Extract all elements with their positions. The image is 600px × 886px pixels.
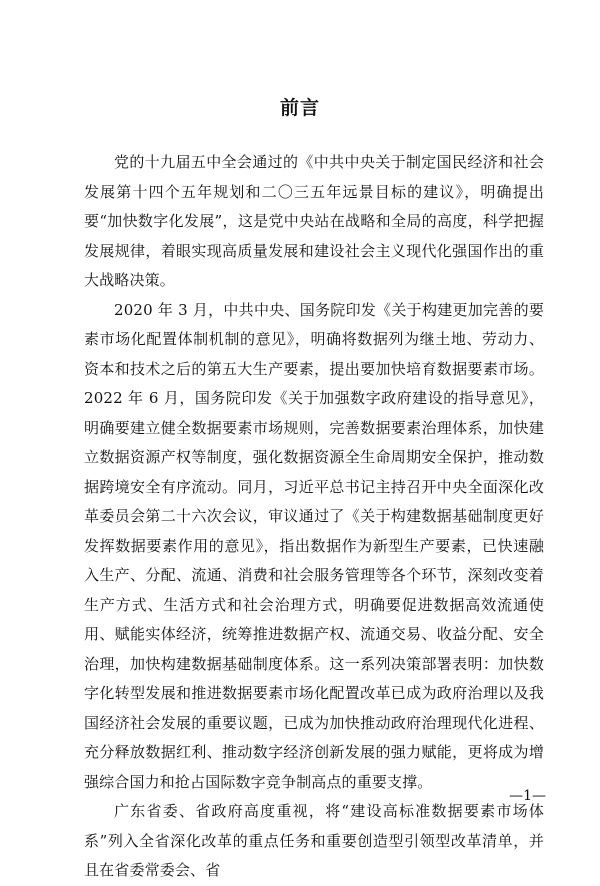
page-number: —1— <box>509 788 546 804</box>
page-title: 前言 <box>279 97 320 119</box>
paragraph-3: 广东省委、省政府高度重视，将“建设高标准数据要素市场体系”列入全省深化改革的重点任务和重要创造型引领型改革清单，并且在省委常委会、省 <box>84 802 544 879</box>
paragraph-2: 2020 年 3 月，中共中央、国务院印发《关于构建更加完善的要素市场化配置体制机制的意见》，明确将数据列为继土地、劳动力、资本和技术之后的第五大生产要素，提出要加快培育数据要素市场。2022 年 6 月，国务院印发《关于加强数字政府建设的指导意见》，明确要建立健全数据要素市场规则，完善数据要素治理体系，加快建立数据资源产权等制度，强化数据资源全生命周期安全保护，推动数据跨境安全有序流动。同月，习近平总书记主持召开中央全面深化改革委员会第二十六次会议，审议通过了《关于构建数据基础制度更好发挥数据要素作用的意见》，指出数据作为新型生产要素，已快速融入生产、分配、流通、消费和社会服务管理等各个环节，深刻改变着生产方式、生活方式和社会治理方式，明确要促进数据高效流通使用、赋能实体经济，统筹推进数据产权、流通交易、收益分配、安全治理，加快构建数据基础制度体系。这一系列决策部署表明：加快数字化转型发展和推进数据要素市场化配置改革已成为政府治理以及我国经济社会发展的重要议题，已成为加快推动政府治理现代化进程、充分释放数据红利、推动数字经济创新发展的强力赋能，更将成为增强综合国力和抢占国际数字竞争制高点的重要支撑。 <box>84 300 544 791</box>
body-text <box>84 148 544 886</box>
paragraph-1: 党的十九届五中全会通过的《中共中央关于制定国民经济和社会发展第十四个五年规划和二〇三五年远景目标的建议》，明确提出要“加快数字化发展”，这是党中央站在战略和全局的高度，科学把握发展规律，着眼实现高质量发展和建设社会主义现代化强国作出的重大战略决策。 <box>84 153 544 289</box>
